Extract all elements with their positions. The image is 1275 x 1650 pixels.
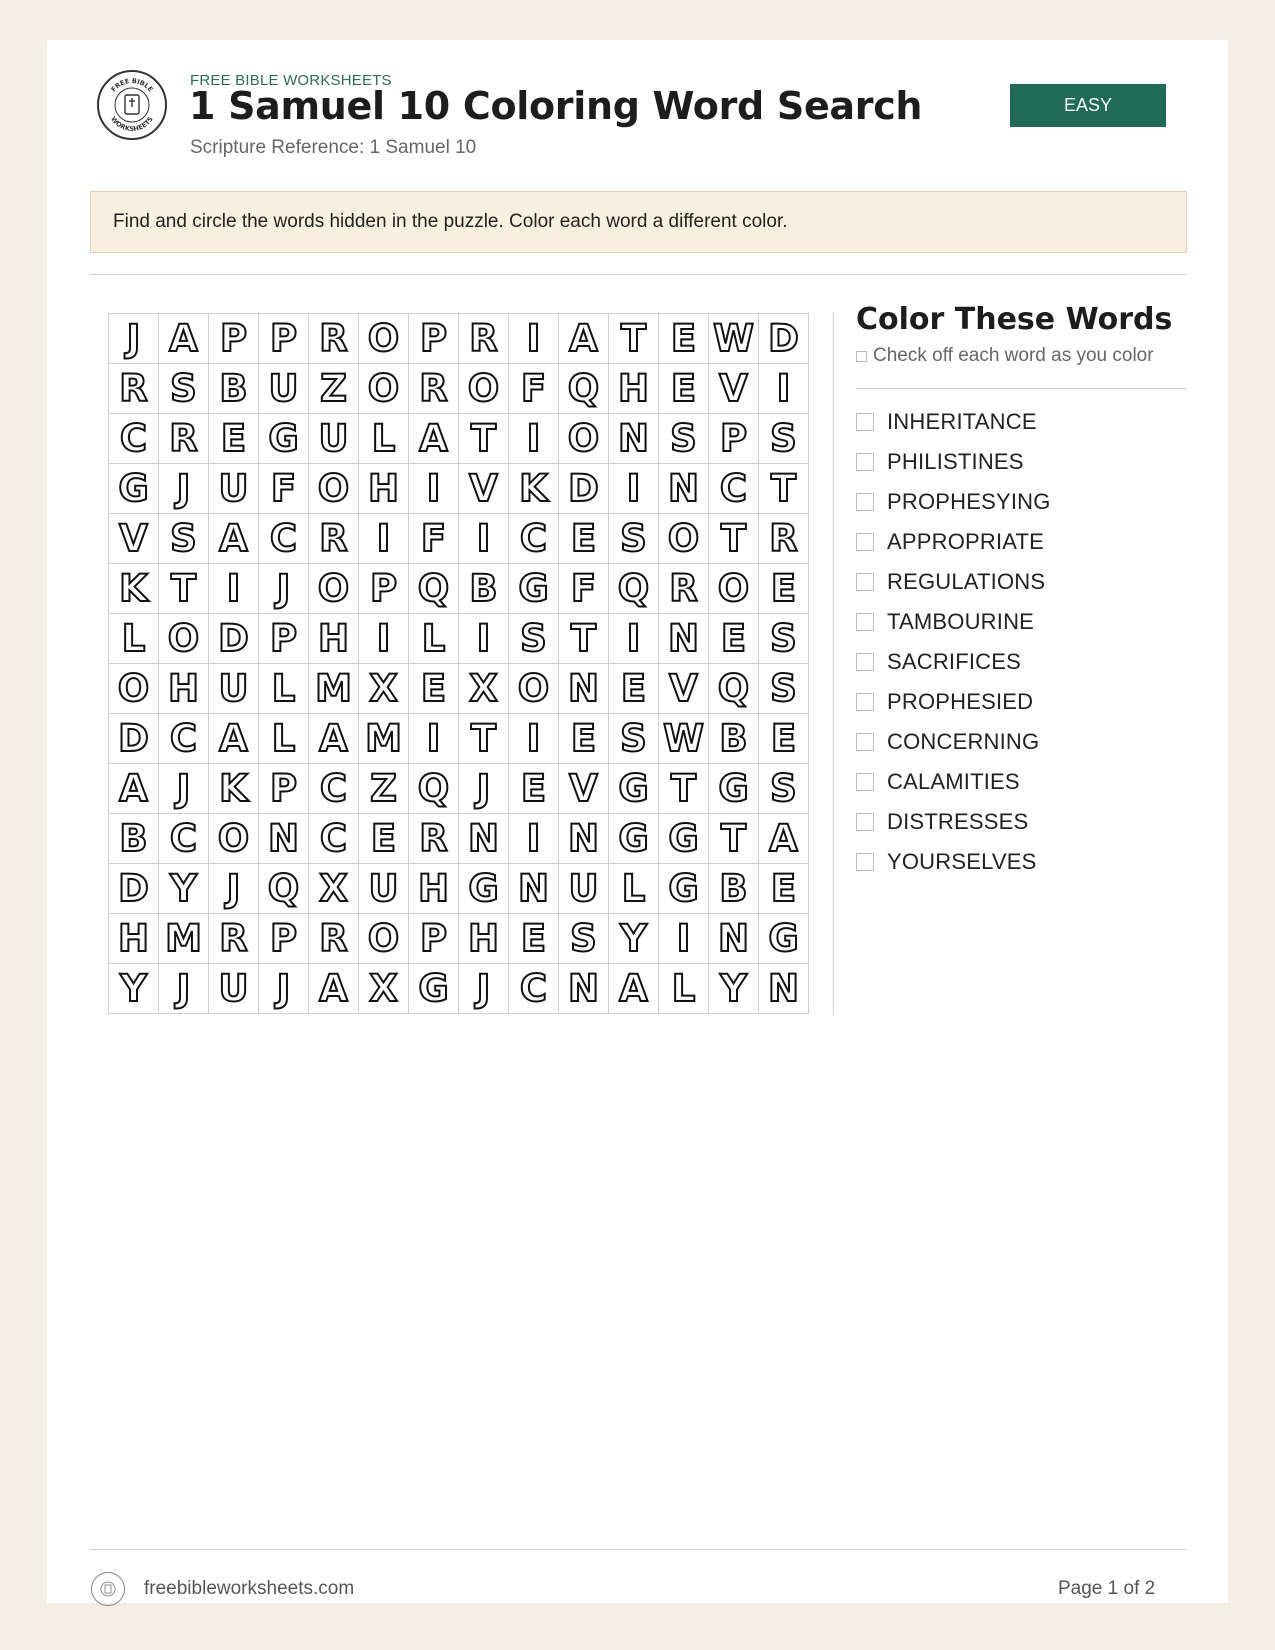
grid-cell[interactable]: T <box>159 564 209 614</box>
word-label: PHILISTINES <box>887 449 1024 474</box>
grid-cell[interactable]: J <box>259 564 309 614</box>
grid-cell[interactable]: H <box>109 914 159 964</box>
svg-text:FREE BIBLE: FREE BIBLE <box>109 76 155 94</box>
grid-cell[interactable]: R <box>159 414 209 464</box>
word-item[interactable] <box>856 642 1051 682</box>
word-item[interactable] <box>856 602 1051 642</box>
grid-cell[interactable]: E <box>659 314 709 364</box>
grid-cell[interactable]: U <box>359 864 409 914</box>
grid-cell[interactable]: O <box>559 414 609 464</box>
brand-name: FREE BIBLE WORKSHEETS <box>190 72 392 89</box>
grid-cell[interactable]: L <box>259 664 309 714</box>
grid-cell[interactable]: Z <box>309 364 359 414</box>
word-label: SACRIFICES <box>887 649 1022 674</box>
grid-cell[interactable]: S <box>159 364 209 414</box>
word-item[interactable] <box>856 442 1051 482</box>
grid-cell[interactable]: J <box>159 764 209 814</box>
grid-cell[interactable]: O <box>109 664 159 714</box>
grid-cell[interactable]: C <box>309 764 359 814</box>
word-list-title: Color These Words <box>856 302 1173 337</box>
grid-cell[interactable]: J <box>209 864 259 914</box>
grid-cell[interactable]: U <box>209 964 259 1014</box>
worksheet-page <box>47 40 1228 1603</box>
grid-cell[interactable]: C <box>109 414 159 464</box>
grid-cell[interactable]: V <box>459 464 509 514</box>
word-item[interactable] <box>856 522 1051 562</box>
grid-cell[interactable]: B <box>709 714 759 764</box>
word-label: TAMBOURINE <box>887 609 1035 634</box>
grid-cell[interactable]: Q <box>559 364 609 414</box>
grid-cell[interactable]: E <box>509 914 559 964</box>
grid-cell[interactable]: S <box>759 614 809 664</box>
grid-cell[interactable]: U <box>309 414 359 464</box>
word-item[interactable] <box>856 482 1051 522</box>
grid-cell[interactable]: O <box>359 314 409 364</box>
grid-cell[interactable]: H <box>459 914 509 964</box>
grid-cell[interactable]: K <box>209 764 259 814</box>
grid-cell[interactable]: E <box>209 414 259 464</box>
grid-cell[interactable]: A <box>159 314 209 364</box>
grid-cell[interactable]: H <box>159 664 209 714</box>
grid-cell[interactable]: W <box>659 714 709 764</box>
word-list-divider <box>856 388 1187 389</box>
grid-cell[interactable]: E <box>609 664 659 714</box>
grid-cell[interactable]: V <box>659 664 709 714</box>
grid-cell[interactable]: P <box>709 414 759 464</box>
word-item[interactable] <box>856 722 1051 762</box>
grid-cell[interactable]: G <box>659 864 709 914</box>
grid-cell[interactable]: D <box>109 714 159 764</box>
page-number: Page 1 of 2 <box>1058 1578 1156 1599</box>
word-checkbox[interactable] <box>856 573 874 591</box>
grid-cell[interactable]: A <box>309 964 359 1014</box>
grid-cell[interactable]: O <box>209 814 259 864</box>
grid-cell[interactable]: L <box>259 714 309 764</box>
footer-logo-icon <box>91 1572 125 1606</box>
grid-cell[interactable]: U <box>259 364 309 414</box>
word-checkbox[interactable] <box>856 693 874 711</box>
grid-cell[interactable]: E <box>559 514 609 564</box>
grid-cell[interactable]: E <box>759 564 809 614</box>
grid-cell[interactable]: C <box>259 514 309 564</box>
grid-cell[interactable]: L <box>409 614 459 664</box>
grid-cell[interactable]: P <box>409 314 459 364</box>
grid-cell[interactable]: L <box>359 414 409 464</box>
scripture-reference: Scripture Reference: 1 Samuel 10 <box>190 137 477 158</box>
grid-cell[interactable]: F <box>509 364 559 414</box>
grid-cell[interactable]: P <box>259 764 309 814</box>
grid-cell[interactable]: K <box>109 564 159 614</box>
grid-cell[interactable]: Q <box>259 864 309 914</box>
grid-cell[interactable]: X <box>359 664 409 714</box>
grid-cell[interactable]: E <box>709 614 759 664</box>
word-checkbox[interactable] <box>856 413 874 431</box>
grid-cell[interactable]: A <box>759 814 809 864</box>
word-checkbox[interactable] <box>856 853 874 871</box>
grid-cell[interactable]: N <box>559 664 609 714</box>
word-label: YOURSELVES <box>887 849 1037 874</box>
grid-cell[interactable]: I <box>509 814 559 864</box>
grid-cell[interactable]: R <box>309 914 359 964</box>
grid-cell[interactable]: U <box>209 664 259 714</box>
grid-cell[interactable]: A <box>109 764 159 814</box>
logo-icon <box>97 70 167 140</box>
grid-cell[interactable]: V <box>709 364 759 414</box>
grid-cell[interactable]: L <box>659 964 709 1014</box>
grid-cell[interactable]: P <box>359 564 409 614</box>
grid-cell[interactable]: P <box>259 314 309 364</box>
word-label: REGULATIONS <box>887 569 1046 594</box>
grid-cell[interactable]: J <box>459 764 509 814</box>
grid-cell[interactable]: R <box>409 814 459 864</box>
grid-cell[interactable]: I <box>509 314 559 364</box>
grid-cell[interactable]: T <box>459 414 509 464</box>
word-label: DISTRESSES <box>887 809 1029 834</box>
grid-cell[interactable]: O <box>309 564 359 614</box>
word-checkbox[interactable] <box>856 653 874 671</box>
grid-cell[interactable]: G <box>709 764 759 814</box>
grid-cell[interactable]: X <box>309 864 359 914</box>
grid-cell[interactable]: I <box>209 564 259 614</box>
word-label: PROPHESIED <box>887 689 1034 714</box>
word-item[interactable] <box>856 762 1051 802</box>
grid-cell[interactable]: N <box>259 814 309 864</box>
word-item[interactable] <box>856 682 1051 722</box>
grid-cell[interactable]: O <box>309 464 359 514</box>
grid-cell[interactable]: C <box>159 814 209 864</box>
grid-cell[interactable]: K <box>509 464 559 514</box>
word-checkbox[interactable] <box>856 613 874 631</box>
grid-cell[interactable]: B <box>109 814 159 864</box>
grid-cell[interactable]: N <box>659 614 709 664</box>
grid-cell[interactable]: F <box>409 514 459 564</box>
footer-site[interactable]: freebibleworksheets.com <box>144 1578 355 1599</box>
grid-cell[interactable]: R <box>459 314 509 364</box>
word-list-subtitle <box>856 345 1154 367</box>
grid-cell[interactable]: H <box>609 364 659 414</box>
grid-cell[interactable]: E <box>759 714 809 764</box>
grid-cell[interactable]: A <box>309 714 359 764</box>
grid-cell[interactable]: L <box>609 864 659 914</box>
grid-cell[interactable]: J <box>159 464 209 514</box>
grid-cell[interactable]: R <box>309 314 359 364</box>
grid-cell[interactable]: R <box>659 564 709 614</box>
grid-cell[interactable]: T <box>659 764 709 814</box>
word-label: PROPHESYING <box>887 489 1051 514</box>
grid-cell[interactable]: Y <box>109 964 159 1014</box>
grid-cell[interactable]: N <box>609 414 659 464</box>
word-checkbox[interactable] <box>856 453 874 471</box>
grid-cell[interactable]: F <box>259 464 309 514</box>
grid-cell[interactable]: I <box>459 614 509 664</box>
grid-cell[interactable]: O <box>709 564 759 614</box>
grid-cell[interactable]: S <box>159 514 209 564</box>
grid-cell[interactable]: Y <box>609 914 659 964</box>
grid-cell[interactable]: J <box>159 964 209 1014</box>
grid-cell[interactable]: T <box>759 464 809 514</box>
word-list-subtitle-text: Check off each word as you color <box>873 345 1154 366</box>
grid-cell[interactable]: G <box>509 564 559 614</box>
grid-cell[interactable]: S <box>509 614 559 664</box>
grid-cell[interactable]: P <box>259 914 309 964</box>
grid-cell[interactable]: E <box>409 664 459 714</box>
grid-cell[interactable]: F <box>559 564 609 614</box>
word-checkbox[interactable] <box>856 813 874 831</box>
grid-cell[interactable]: R <box>409 364 459 414</box>
grid-cell[interactable]: O <box>159 614 209 664</box>
word-item[interactable] <box>856 842 1051 882</box>
word-checkbox[interactable] <box>856 773 874 791</box>
grid-cell[interactable]: H <box>359 464 409 514</box>
grid-cell[interactable]: M <box>159 914 209 964</box>
grid-cell[interactable]: E <box>359 814 409 864</box>
grid-cell[interactable]: S <box>559 914 609 964</box>
grid-cell[interactable]: U <box>559 864 609 914</box>
grid-cell[interactable]: G <box>609 764 659 814</box>
word-search-grid <box>108 313 809 1014</box>
grid-cell[interactable]: J <box>259 964 309 1014</box>
grid-cell[interactable]: G <box>459 864 509 914</box>
grid-cell[interactable]: N <box>659 464 709 514</box>
grid-cell[interactable]: G <box>259 414 309 464</box>
grid-cell[interactable]: E <box>559 714 609 764</box>
grid-cell[interactable]: E <box>659 364 709 414</box>
grid-cell[interactable]: C <box>159 714 209 764</box>
grid-cell[interactable]: P <box>259 614 309 664</box>
grid-cell[interactable]: Y <box>709 964 759 1014</box>
grid-cell[interactable]: G <box>609 814 659 864</box>
grid-cell[interactable]: Q <box>409 764 459 814</box>
word-list <box>856 402 1051 882</box>
grid-cell[interactable]: I <box>509 414 559 464</box>
grid-cell[interactable]: R <box>309 514 359 564</box>
grid-cell[interactable]: L <box>109 614 159 664</box>
grid-cell[interactable]: Q <box>409 564 459 614</box>
grid-cell[interactable]: R <box>209 914 259 964</box>
grid-cell[interactable]: V <box>559 764 609 814</box>
grid-cell[interactable]: C <box>509 964 559 1014</box>
word-item[interactable] <box>856 562 1051 602</box>
grid-cell[interactable]: C <box>709 464 759 514</box>
grid-cell[interactable]: S <box>609 714 659 764</box>
word-label: CONCERNING <box>887 729 1040 754</box>
grid-cell[interactable]: I <box>459 514 509 564</box>
grid-cell[interactable]: W <box>709 314 759 364</box>
grid-cell[interactable]: N <box>759 964 809 1014</box>
grid-cell[interactable]: B <box>209 364 259 414</box>
grid-cell[interactable]: G <box>659 814 709 864</box>
word-item[interactable] <box>856 802 1051 842</box>
word-label: APPROPRIATE <box>887 529 1045 554</box>
grid-cell[interactable]: Y <box>159 864 209 914</box>
grid-cell[interactable]: I <box>409 714 459 764</box>
grid-cell[interactable]: Z <box>359 764 409 814</box>
grid-cell[interactable]: S <box>609 514 659 564</box>
grid-cell[interactable]: B <box>459 564 509 614</box>
grid-cell[interactable]: O <box>509 664 559 714</box>
grid-cell[interactable]: T <box>709 814 759 864</box>
grid-cell[interactable]: O <box>359 914 409 964</box>
grid-cell[interactable]: E <box>759 864 809 914</box>
grid-cell[interactable]: J <box>109 314 159 364</box>
grid-cell[interactable]: T <box>459 714 509 764</box>
checkbox-hint-icon <box>856 351 867 362</box>
word-label: INHERITANCE <box>887 409 1037 434</box>
word-checkbox[interactable] <box>856 533 874 551</box>
instructions-box <box>90 191 1187 253</box>
grid-cell[interactable]: C <box>509 514 559 564</box>
grid-cell[interactable]: A <box>409 414 459 464</box>
grid-cell[interactable]: X <box>459 664 509 714</box>
grid-cell[interactable]: R <box>109 364 159 414</box>
grid-cell[interactable]: Q <box>709 664 759 714</box>
grid-cell[interactable]: D <box>209 614 259 664</box>
grid-cell[interactable]: T <box>709 514 759 564</box>
grid-cell[interactable]: N <box>559 964 609 1014</box>
grid-cell[interactable]: U <box>209 464 259 514</box>
grid-cell[interactable]: N <box>709 914 759 964</box>
grid-cell[interactable]: C <box>309 814 359 864</box>
word-item[interactable] <box>856 402 1051 442</box>
grid-cell[interactable]: O <box>659 514 709 564</box>
grid-cell[interactable]: I <box>659 914 709 964</box>
grid-cell[interactable]: I <box>409 464 459 514</box>
grid-cell[interactable]: I <box>359 514 409 564</box>
svg-text:WORKSHEETS: WORKSHEETS <box>109 115 155 134</box>
grid-cell[interactable]: T <box>559 614 609 664</box>
difficulty-badge: EASY <box>1010 84 1166 127</box>
grid-cell[interactable]: A <box>559 314 609 364</box>
grid-cell[interactable]: G <box>759 914 809 964</box>
grid-cell[interactable]: H <box>309 614 359 664</box>
grid-cell[interactable]: S <box>759 664 809 714</box>
grid-cell[interactable]: S <box>759 414 809 464</box>
grid-cell[interactable]: D <box>109 864 159 914</box>
grid-cell[interactable]: I <box>609 464 659 514</box>
grid-cell[interactable]: M <box>309 664 359 714</box>
header-divider <box>90 274 1187 275</box>
grid-cell[interactable]: N <box>559 814 609 864</box>
grid-cell[interactable]: P <box>409 914 459 964</box>
grid-cell[interactable]: V <box>109 514 159 564</box>
grid-cell[interactable]: I <box>759 364 809 414</box>
grid-cell[interactable]: O <box>359 364 409 414</box>
grid-cell[interactable]: H <box>409 864 459 914</box>
grid-cell[interactable]: S <box>659 414 709 464</box>
grid-cell[interactable]: G <box>109 464 159 514</box>
grid-cell[interactable]: R <box>759 514 809 564</box>
grid-cell[interactable]: D <box>759 314 809 364</box>
grid-cell[interactable]: G <box>409 964 459 1014</box>
word-label: CALAMITIES <box>887 769 1020 794</box>
page-title: 1 Samuel 10 Coloring Word Search <box>189 84 923 128</box>
footer-divider <box>90 1549 1187 1550</box>
instructions-text: Find and circle the words hidden in the puzzle. Color each word a different color. <box>113 211 788 232</box>
grid-cell[interactable]: S <box>759 764 809 814</box>
grid-cell[interactable]: M <box>359 714 409 764</box>
grid-cell[interactable]: D <box>559 464 609 514</box>
word-checkbox[interactable] <box>856 493 874 511</box>
grid-cell[interactable]: Q <box>609 564 659 614</box>
grid-cell[interactable]: E <box>509 764 559 814</box>
word-checkbox[interactable] <box>856 733 874 751</box>
grid-cell[interactable]: A <box>209 714 259 764</box>
grid-cell[interactable]: T <box>609 314 659 364</box>
grid-cell[interactable]: O <box>459 364 509 414</box>
grid-cell[interactable]: N <box>509 864 559 914</box>
grid-cell[interactable]: I <box>609 614 659 664</box>
grid-cell[interactable]: I <box>359 614 409 664</box>
grid-cell[interactable]: N <box>459 814 509 864</box>
grid-cell[interactable]: J <box>459 964 509 1014</box>
grid-cell[interactable]: I <box>509 714 559 764</box>
grid-cell[interactable]: X <box>359 964 409 1014</box>
grid-cell[interactable]: A <box>609 964 659 1014</box>
grid-cell[interactable]: P <box>209 314 259 364</box>
grid-cell[interactable]: A <box>209 514 259 564</box>
column-divider <box>833 312 834 1015</box>
grid-cell[interactable]: B <box>709 864 759 914</box>
